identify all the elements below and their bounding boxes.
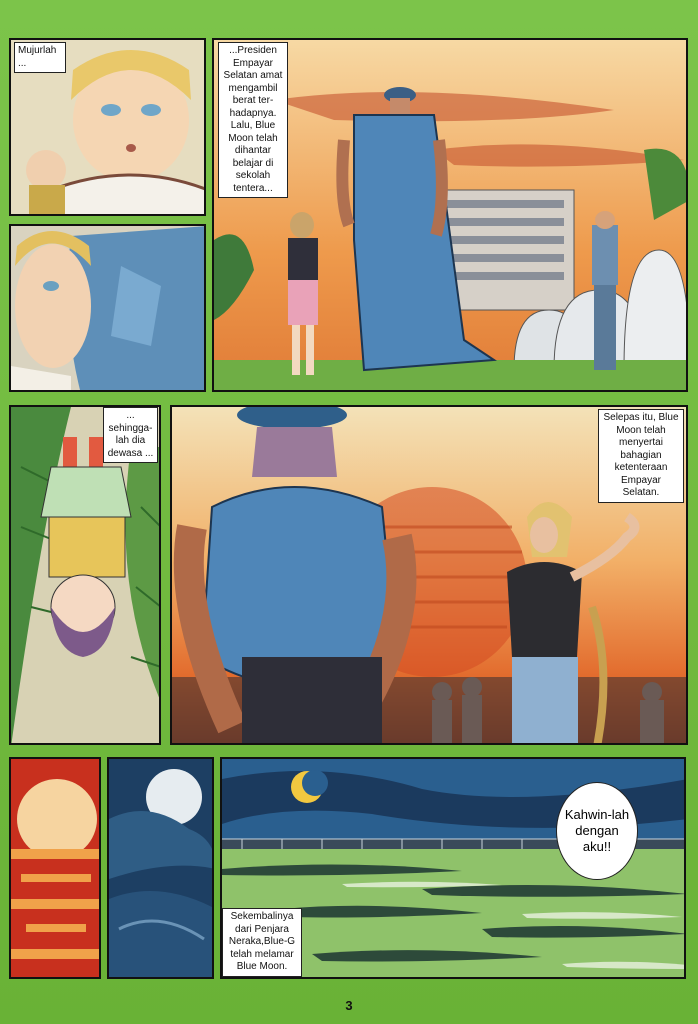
speech-bubble-proposal: Kahwin-lah dengan aku!! [556,782,638,880]
caption-presiden: ...Presiden Empayar Selatan amat mengambil berat ter-hadapnya. Lalu, Blue Moon telah dihantar belajar di sekolah tentera... [218,42,288,198]
caption-sekembalinya: Sekembalinya dari Penjara Neraka,Blue-G telah melamar Blue Moon. [222,908,302,977]
panel-red-sun-art [11,759,101,979]
panel-moon-clouds [107,757,214,979]
caption-mujurlah: Mujurlah ... [14,42,66,73]
caption-selepas: Selepas itu, Blue Moon telah menyertai bahagian ketenteraan Empayar Selatan. [598,409,684,503]
panel-girl-hug [9,224,206,392]
panel-girl-hug-art [11,226,206,392]
page-number: 3 [345,998,353,1013]
panel-moon-clouds-art [109,759,214,979]
panel-red-sun [9,757,101,979]
caption-sehingga: ... sehingga-lah dia dewasa ... [103,407,158,463]
